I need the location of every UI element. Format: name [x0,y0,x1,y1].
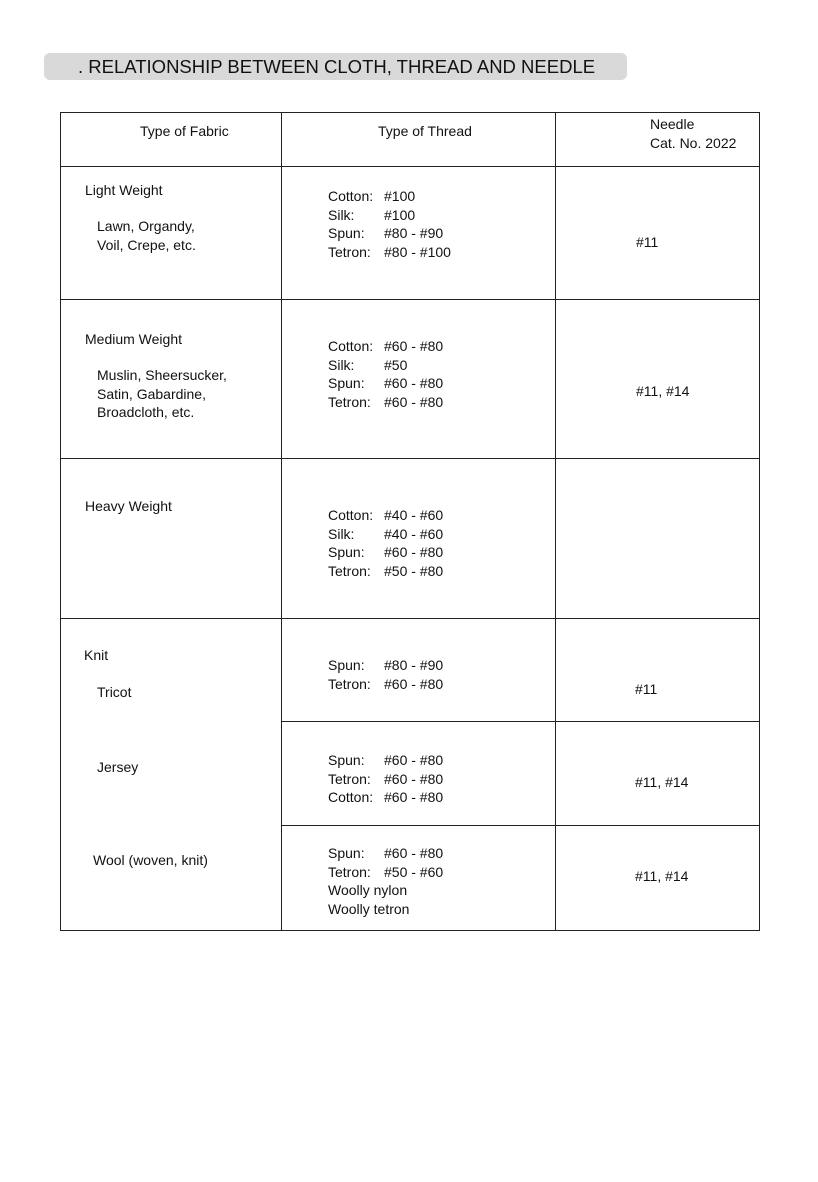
thread-line: Cotton: #40 - #60 [328,507,444,523]
thread-line: Tetron: #50 - #60 [328,863,444,880]
medium-example: Satin, Gabardine, [97,385,206,402]
tricot-needle: #11 [635,681,658,697]
medium-examples [97,366,227,422]
thread-line: Cotton: #60 - #80 [328,338,444,354]
heavy-category: Heavy Weight [85,498,172,514]
thread-line: Spun: #80 - #90 [328,657,444,673]
light-example: Lawn, Organdy, [97,218,195,234]
wool-needle: #11, #14 [635,868,689,884]
thread-line: Tetron: #80 - #100 [328,244,451,261]
tricot-label: Tricot [97,684,132,700]
light-category: Light Weight [85,182,163,198]
light-example: Voil, Crepe, etc. [97,236,196,253]
heavy-threads [328,506,443,581]
thread-line: Spun: #60 - #80 [328,845,444,861]
thread-line: Spun: #60 - #80 [328,752,444,768]
thread-line: Cotton: #60 - #80 [328,789,444,806]
medium-example: Broadcloth, etc. [97,404,195,421]
thread-line: Silk: #100 [328,206,416,223]
header-fabric: Type of Fabric [140,123,229,139]
jersey-label: Jersey [97,759,139,775]
thread-line: Cotton: #100 [328,188,416,204]
section-title-banner [44,53,627,80]
medium-needle: #11, #14 [636,383,690,399]
thread-line: Woolly nylon [328,882,408,899]
medium-threads [328,337,443,412]
thread-line: Tetron: #50 - #80 [328,563,444,580]
light-needle: #11 [636,234,659,250]
medium-example: Muslin, Sheersucker, [97,367,227,383]
thread-line: Spun: #80 - #90 [328,225,444,242]
jersey-threads [328,751,443,807]
thread-line: Woolly tetron [328,901,410,918]
knit-category: Knit [84,647,109,663]
header-needle-line2: Cat. No. 2022 [650,134,737,151]
thread-line: Tetron: #60 - #80 [328,770,444,787]
thread-line: Silk: #50 [328,356,408,373]
medium-category: Medium Weight [85,331,183,347]
jersey-needle: #11, #14 [635,774,689,790]
header-needle-line1: Needle [650,116,695,132]
wool-label: Wool (woven, knit) [93,852,208,868]
tricot-threads [328,656,443,693]
header-needle [650,115,736,152]
light-threads [328,187,451,262]
thread-line: Spun: #60 - #80 [328,375,444,392]
thread-line: Silk: #40 - #60 [328,525,444,542]
light-examples [97,217,196,254]
header-thread: Type of Thread [378,123,472,139]
thread-line: Tetron: #60 - #80 [328,394,444,411]
thread-line: Tetron: #60 - #80 [328,675,444,692]
wool-threads [328,844,443,919]
section-title: . RELATIONSHIP BETWEEN CLOTH, THREAD AND NEEDLE [78,56,596,77]
thread-line: Spun: #60 - #80 [328,544,444,561]
